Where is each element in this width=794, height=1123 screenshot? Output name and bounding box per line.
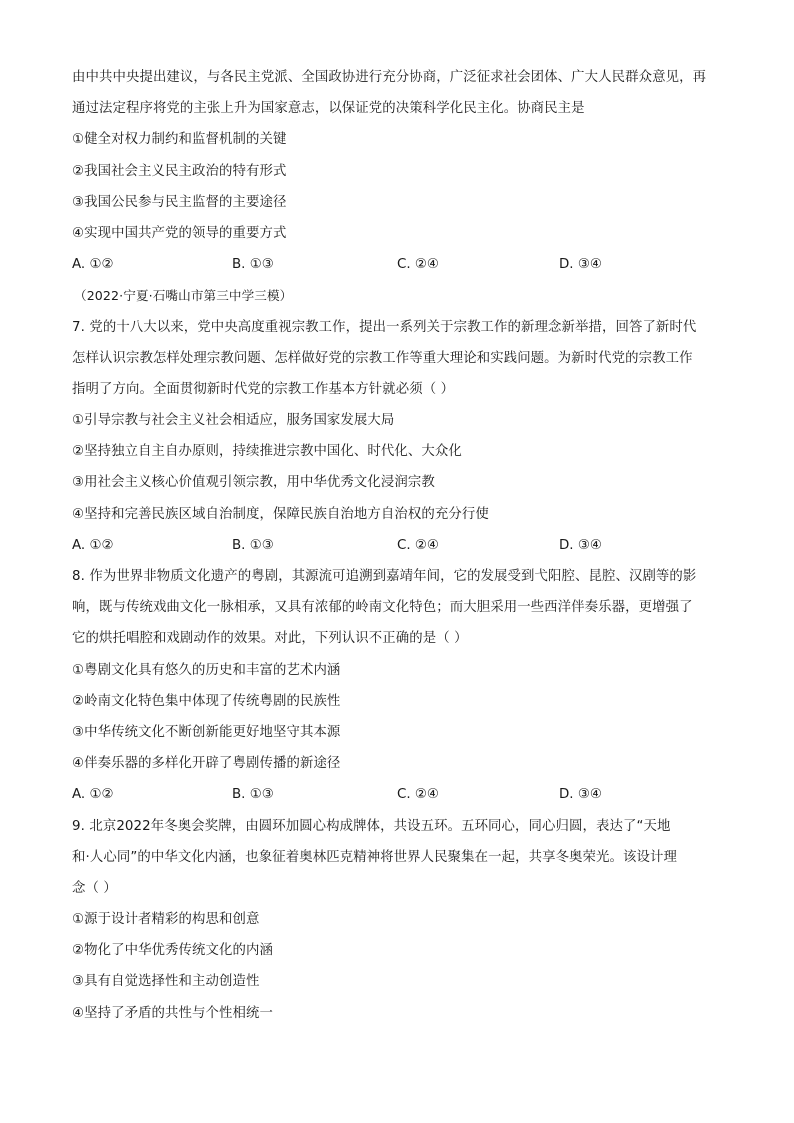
- question-stem-line: 和·人心同”的中华文化内涵，也象征着奥林匹克精神将世界人民聚集在一起，共享冬奥荣光。该设计理: [72, 849, 677, 865]
- question-stem-line: 它的烘托唱腔和戏剧动作的效果。对此，下列认识不正确的是（ ）: [72, 631, 468, 647]
- option-b: B. ①③: [232, 537, 274, 553]
- question-stem-line: 念（ ）: [72, 880, 117, 896]
- answer-options: [72, 779, 732, 810]
- statement-item: ①引导宗教与社会主义社会相适应，服务国家发展大局: [72, 413, 395, 429]
- statement-item: ②物化了中华优秀传统文化的内涵: [72, 943, 273, 959]
- question-stem-line: 响，既与传统戏曲文化一脉相承，又具有浓郁的岭南文化特色；而大胆采用一些西洋伴奏乐器，更增强了: [72, 600, 693, 616]
- option-c: C. ②④: [397, 257, 439, 273]
- question-6-continued: [72, 62, 732, 280]
- exam-page: [72, 62, 732, 1029]
- option-c: C. ②④: [397, 787, 439, 803]
- statement-item: ③我国公民参与民主监督的主要途径: [72, 194, 287, 210]
- option-d: D. ③④: [559, 257, 602, 273]
- question-source: （2022·宁夏·石嘴山市第三中学三模）: [74, 288, 293, 304]
- question-stem-line: 9. 北京2022年冬奥会奖牌，由圆环加圆心构成牌体，共设五环。五环同心，同心归圆，表达了“天地: [72, 818, 671, 834]
- statement-item: ①粤剧文化具有悠久的历史和丰富的艺术内涵: [72, 662, 341, 678]
- statement-item: ①源于设计者精彩的构思和创意: [72, 912, 260, 928]
- statement-item: ③用社会主义核心价值观引领宗教，用中华优秀文化浸润宗教: [72, 475, 435, 491]
- option-b: B. ①③: [232, 257, 274, 273]
- question-stem-line: 怎样认识宗教怎样处理宗教问题、怎样做好党的宗教工作等重大理论和实践问题。为新时代党的宗教工作: [72, 350, 693, 366]
- question-stem-line: 7. 党的十八大以来，党中央高度重视宗教工作，提出一系列关于宗教工作的新理念新举措，回答了新时代: [72, 319, 697, 335]
- option-d: D. ③④: [559, 787, 602, 803]
- statement-item: ④坚持和完善民族区域自治制度，保障民族自治地方自治权的充分行使: [72, 506, 489, 522]
- option-a: A. ①②: [72, 257, 114, 273]
- option-c: C. ②④: [397, 537, 439, 553]
- statement-item: ④实现中国共产党的领导的重要方式: [72, 225, 287, 241]
- question-stem-line: 8. 作为世界非物质文化遗产的粤剧，其源流可追溯到嘉靖年间，它的发展受到弋阳腔、昆腔、汉剧等的影: [72, 569, 697, 584]
- option-a: A. ①②: [72, 537, 114, 553]
- option-d: D. ③④: [559, 537, 602, 553]
- statement-item: ④伴奏乐器的多样化开辟了粤剧传播的新途径: [72, 756, 341, 772]
- question-stem-line: 指明了方向。全面贯彻新时代党的宗教工作基本方针就必须（ ）: [72, 381, 455, 397]
- statement-item: ③中华传统文化不断创新能更好地坚守其本源: [72, 724, 341, 740]
- answer-options: [72, 530, 732, 561]
- question-7: [72, 280, 732, 561]
- statement-item: ③具有自觉选择性和主动创造性: [72, 974, 260, 990]
- statement-item: ②岭南文化特色集中体现了传统粤剧的民族性: [72, 693, 341, 709]
- option-a: A. ①②: [72, 787, 114, 803]
- question-8: [72, 561, 732, 811]
- option-b: B. ①③: [232, 787, 274, 803]
- question-stem-line: 由中共中央提出建议，与各民主党派、全国政协进行充分协商，广泛征求社会团体、广大人民群众意见，再: [72, 70, 707, 85]
- statement-item: ①健全对权力制约和监督机制的关键: [72, 132, 287, 148]
- statement-item: ④坚持了矛盾的共性与个性相统一: [72, 1005, 273, 1021]
- answer-options: [72, 249, 732, 280]
- statement-item: ②坚持独立自主自办原则，持续推进宗教中国化、时代化、大众化: [72, 444, 462, 460]
- question-stem-line: 通过法定程序将党的主张上升为国家意志，以保证党的决策科学化民主化。协商民主是: [72, 101, 585, 117]
- statement-item: ②我国社会主义民主政治的特有形式: [72, 163, 287, 179]
- question-9: [72, 811, 732, 1029]
